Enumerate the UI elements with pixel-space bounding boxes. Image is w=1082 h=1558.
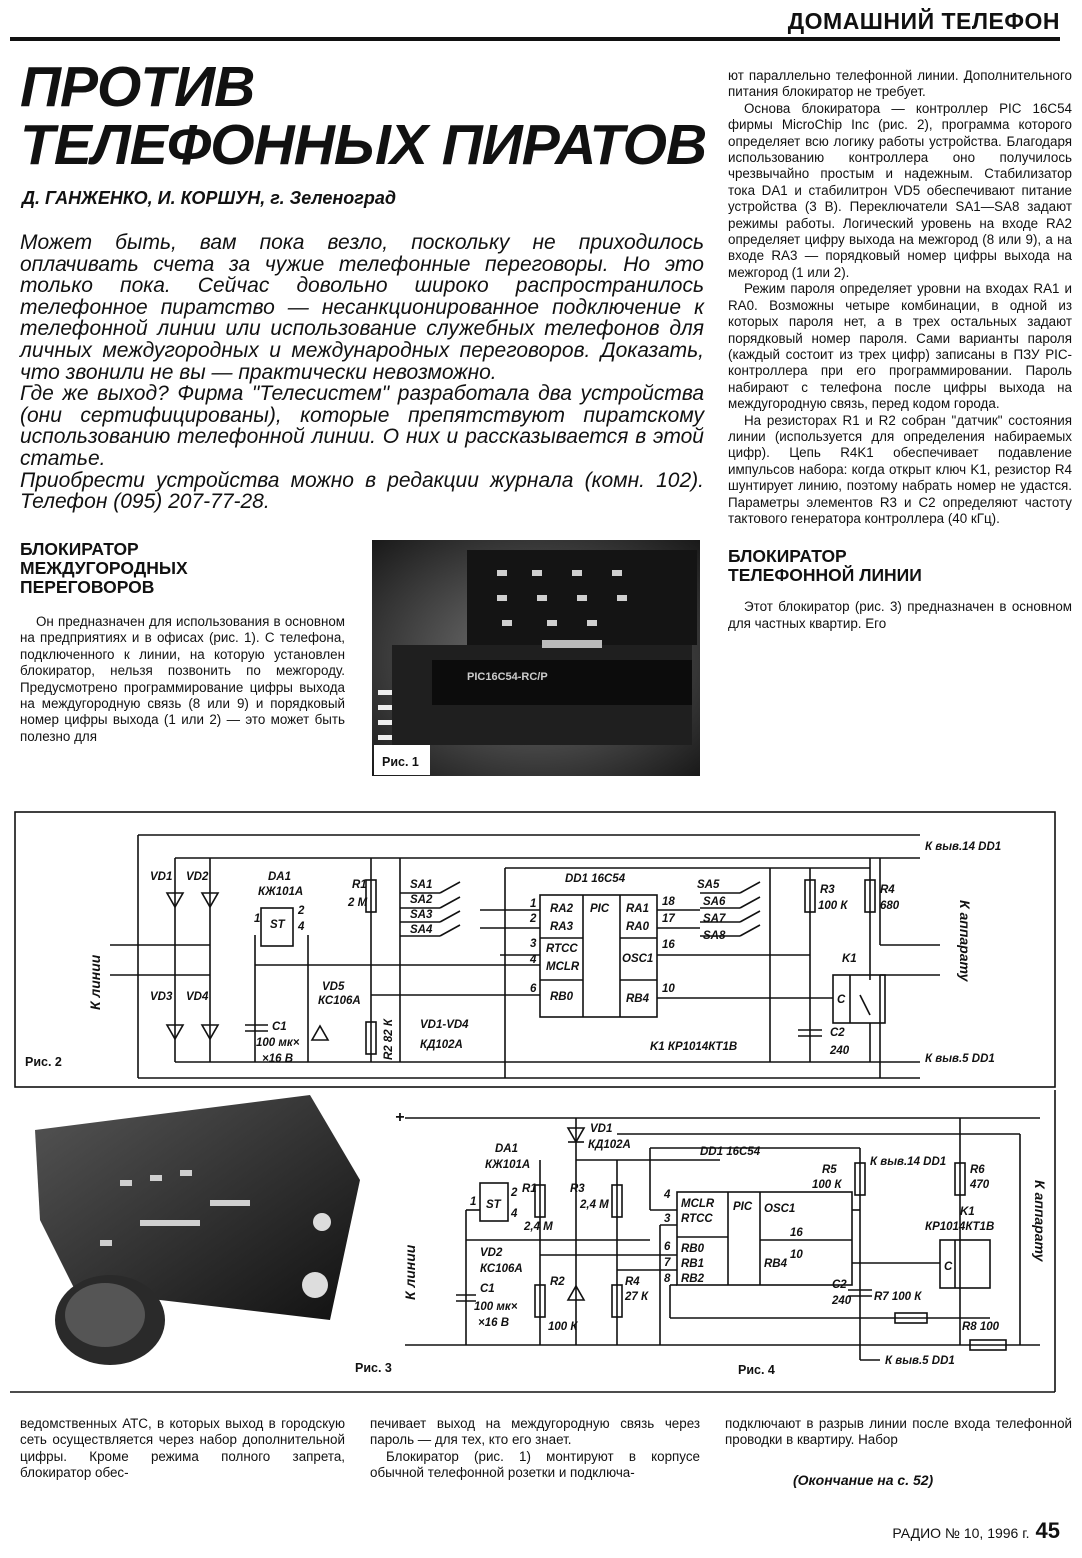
body-paragraph: Основа блокиратора — контроллер PIC 16C54 фирмы MicroChip Inc (рис. 2), программа которого определяет всю логику работы устройства. Благодаря использованию контроллера оно получилось чрезвычайно простым и надежным. Стабилизатор тока DA1 и стабилитрон VD5 обеспечивают питание устройства (3 В). Переключатели SA1—SA8 задают режимы работы. Логический уровень на входе RA2 определяет цифру выхода на межгород (8 или 9), а на входе RA3 — порядковый номер цифры выхода на межгород (1 или 2). bbox=[728, 100, 1072, 280]
label: К аппарату bbox=[957, 900, 973, 982]
pin-number: 4 bbox=[511, 1208, 518, 1220]
label: К аппарату bbox=[1032, 1180, 1048, 1262]
label: R2 bbox=[550, 1276, 565, 1288]
label: КЖ101А bbox=[485, 1159, 531, 1171]
pin-number: 7 bbox=[664, 1257, 671, 1269]
label: ST bbox=[486, 1199, 501, 1211]
continued-note: (Окончание на с. 52) bbox=[793, 1472, 934, 1488]
chip-marking: PIC16C54-RC/P bbox=[467, 671, 548, 683]
pin-number: 8 bbox=[664, 1273, 671, 1285]
label: КР1014КТ1В bbox=[925, 1221, 995, 1233]
page-footer bbox=[892, 1518, 1060, 1544]
label: K1 bbox=[960, 1206, 975, 1218]
label: К выв.14 DD1 bbox=[925, 841, 1002, 853]
label: RA3 bbox=[550, 921, 574, 933]
label: MCLR bbox=[681, 1198, 715, 1210]
pin-number: 4 bbox=[530, 954, 537, 966]
label: R1 bbox=[522, 1183, 537, 1195]
heading-line: БЛОКИРАТОР bbox=[20, 539, 139, 559]
pin-number: 18 bbox=[662, 896, 675, 908]
pin-number: 2 bbox=[530, 913, 537, 925]
figure-4-caption: Рис. 4 bbox=[738, 1363, 775, 1377]
magazine-issue: РАДИО № 10, 1996 г. bbox=[892, 1525, 1030, 1541]
heading-line: ПЕРЕГОВОРОВ bbox=[20, 577, 155, 597]
pin-number: 1 bbox=[530, 898, 537, 910]
pin-number: 4 bbox=[664, 1189, 671, 1201]
pin-number: 3 bbox=[664, 1213, 671, 1225]
label: K1 bbox=[842, 953, 857, 965]
label: VD1 bbox=[150, 871, 173, 883]
label: КС106А bbox=[318, 995, 361, 1007]
label: SA3 bbox=[410, 909, 433, 921]
label: ST bbox=[270, 919, 285, 931]
heading-line: МЕЖДУГОРОДНЫХ bbox=[20, 558, 188, 578]
label: 100 К bbox=[812, 1179, 842, 1191]
body-paragraph: Он предназначен для использования в основном на предприятиях и в офисах (рис. 1). С телефона, подключенного к линии, на которую установлен блокиратор, нельзя позвонить по межгороду. Предусмотрено программирование цифры выхода на междугородную связь (8 или 9) и порядковый номер цифры выхода (1 или 2) — это может быть полезно для bbox=[20, 614, 345, 744]
label: R3 bbox=[570, 1183, 585, 1195]
label: RB4 bbox=[626, 993, 650, 1005]
pin-number: 10 bbox=[790, 1249, 803, 1261]
label: 100 мк× bbox=[256, 1037, 300, 1049]
label: R3 bbox=[820, 884, 835, 896]
label: SA1 bbox=[410, 879, 433, 891]
pin-number: 2 bbox=[511, 1187, 518, 1199]
label: MCLR bbox=[546, 961, 580, 973]
label: DA1 bbox=[495, 1143, 519, 1155]
label: К линии bbox=[87, 954, 103, 1010]
pin-number: 16 bbox=[662, 939, 675, 951]
label: VD3 bbox=[150, 991, 173, 1003]
bottom-column-3 bbox=[725, 1416, 1072, 1449]
label: DD1 16C54 bbox=[700, 1146, 761, 1158]
body-paragraph: На резисторах R1 и R2 собран "датчик" состояния линии (используется для определения набираемых цифр). Цепь R4K1 обеспечивает подавление импульсов набора: когда открыт ключ K1, резистор R4 шунтирует линию, поэтому набрать номер не удастся. Параметры элементов R3 и C2 определяют частоту тактового генератора контроллера (40 кГц). bbox=[728, 412, 1072, 526]
label: PIC bbox=[590, 903, 610, 915]
label: R4 bbox=[880, 884, 895, 896]
label: КД102А bbox=[588, 1139, 631, 1151]
label: К выв.5 DD1 bbox=[885, 1355, 955, 1367]
label: R6 bbox=[970, 1164, 985, 1176]
label: + bbox=[395, 1109, 405, 1126]
heading-line: ТЕЛЕФОННОЙ ЛИНИИ bbox=[728, 565, 922, 586]
label: RB0 bbox=[550, 991, 574, 1003]
label: RA1 bbox=[626, 903, 650, 915]
label: RA0 bbox=[626, 921, 650, 933]
label: VD2 bbox=[186, 871, 209, 883]
label: 100 К bbox=[548, 1321, 578, 1333]
label: SA4 bbox=[410, 924, 433, 936]
label: 100 мк× bbox=[474, 1301, 518, 1313]
bottom-column-1 bbox=[20, 1416, 345, 1482]
label: R2 82 К bbox=[383, 1019, 395, 1060]
label: К линии bbox=[402, 1244, 418, 1300]
figure-3-caption: Рис. 3 bbox=[355, 1361, 392, 1375]
label: RB2 bbox=[681, 1273, 705, 1285]
body-paragraph: ведомственных АТС, в которых выход в городскую сеть осуществляется через набор дополнительной цифры. Кроме режима полного запрета, блокиратор обес- bbox=[20, 1416, 345, 1481]
article-authors: Д. ГАНЖЕНКО, И. КОРШУН, г. Зеленоград bbox=[22, 188, 397, 208]
label: 240 bbox=[832, 1295, 852, 1307]
body-paragraph: подключают в разрыв линии после входа телефонной проводки в квартиру. Набор bbox=[725, 1416, 1072, 1448]
label: RA2 bbox=[550, 903, 574, 915]
pin-number: 1 bbox=[470, 1196, 477, 1208]
label: 2,4 М bbox=[580, 1199, 609, 1211]
heading-line: БЛОКИРАТОР bbox=[728, 546, 847, 567]
label: C2 bbox=[832, 1279, 847, 1291]
figure-1-caption: Рис. 1 bbox=[382, 755, 419, 769]
label: SA5 bbox=[697, 879, 720, 891]
label: R4 bbox=[625, 1276, 640, 1288]
label: К выв.5 DD1 bbox=[925, 1053, 995, 1065]
body-paragraph: ют параллельно телефонной линии. Дополнительного питания блокиратор не требует. bbox=[728, 68, 1072, 100]
label: C1 bbox=[272, 1021, 287, 1033]
pin-number: 10 bbox=[662, 983, 675, 995]
pin-number: 17 bbox=[662, 913, 675, 925]
label: OSC1 bbox=[622, 953, 654, 965]
title-line-1: ПРОТИВ bbox=[20, 55, 255, 119]
label: 27 К bbox=[625, 1291, 649, 1303]
lead-paragraph: Приобрести устройства можно в редакции журнала (комн. 102). Телефон (095) 207-77-28. bbox=[20, 468, 704, 514]
bottom-column-2 bbox=[370, 1416, 700, 1482]
label: DD1 16C54 bbox=[565, 873, 626, 885]
label: 470 bbox=[970, 1179, 990, 1191]
label: DA1 bbox=[268, 871, 292, 883]
label: C1 bbox=[480, 1283, 495, 1295]
body-paragraph: печивает выход на междугородную связь через пароль — для тех, кто его знает. bbox=[370, 1416, 700, 1448]
pin-number: 6 bbox=[664, 1241, 671, 1253]
title-line-2: ТЕЛЕФОННЫХ ПИРАТОВ bbox=[20, 113, 707, 177]
label: R7 100 К bbox=[874, 1291, 922, 1303]
label: RTCC bbox=[546, 943, 578, 955]
label: PIC bbox=[733, 1201, 753, 1213]
label: C bbox=[837, 994, 846, 1006]
label: ×16 В bbox=[478, 1317, 510, 1329]
label: SA7 bbox=[703, 913, 726, 925]
label: VD1 bbox=[590, 1123, 613, 1135]
label: OSC1 bbox=[764, 1203, 796, 1215]
label: R5 bbox=[822, 1164, 837, 1176]
label: RB4 bbox=[764, 1258, 788, 1270]
label: SA2 bbox=[410, 894, 433, 906]
label: RTCC bbox=[681, 1213, 713, 1225]
figure-4-labels bbox=[395, 1109, 1048, 1377]
label: ×16 В bbox=[262, 1053, 294, 1065]
label: 240 bbox=[830, 1045, 850, 1057]
label: VD4 bbox=[186, 991, 209, 1003]
label: RB1 bbox=[681, 1258, 705, 1270]
pin-number: 4 bbox=[298, 921, 305, 933]
label: C2 bbox=[830, 1027, 845, 1039]
label: SA6 bbox=[703, 896, 726, 908]
label: КС106А bbox=[480, 1263, 523, 1275]
label: R1 bbox=[352, 879, 367, 891]
figure-3-photo bbox=[35, 1095, 392, 1375]
body-paragraph: Режим пароля определяет уровни на входах RA1 и RA0. Возможны четыре комбинации, в одной из которых пароля нет, а в трех остальных задают порядковый номер пароля. Сами варианты пароля (каждый состоит из трех цифр) записаны в ПЗУ PIC-контроллера при его программировании. Пароль набирают с телефона после цифры выхода на междугородную связь, перед кодом города. bbox=[728, 281, 1072, 412]
label: VD2 bbox=[480, 1247, 503, 1259]
label: КЖ101А bbox=[258, 886, 304, 898]
label: 2,4 М bbox=[524, 1221, 553, 1233]
lead-paragraph: Может быть, вам пока везло, поскольку не приходилось оплачивать счета за чужие телефонные переговоры. Но это только пока. Сейчас довольно широко распространилось телефонное пиратство — несанкционированное подключение к телефонной линии или использование служебных телефонов для личных междугородных и международных переговоров. Доказать, что звонили не вы — практически невозможно. bbox=[20, 231, 704, 384]
pin-number: 16 bbox=[790, 1227, 803, 1239]
pin-number: 1 bbox=[254, 913, 261, 925]
label: 680 bbox=[880, 900, 900, 912]
body-paragraph: Блокиратор (рис. 1) монтируют в корпусе обычной телефонной розетки и подключа- bbox=[370, 1448, 700, 1481]
label: VD1-VD4 bbox=[420, 1019, 469, 1031]
label: SA8 bbox=[703, 930, 726, 942]
pin-number: 2 bbox=[298, 905, 305, 917]
label: RB0 bbox=[681, 1243, 705, 1255]
pin-number: 6 bbox=[530, 983, 537, 995]
label: VD5 bbox=[322, 981, 345, 993]
label: C bbox=[944, 1261, 953, 1273]
label: K1 КР1014КТ1В bbox=[650, 1041, 738, 1053]
label: 2 М bbox=[348, 897, 368, 909]
pin-number: 3 bbox=[530, 938, 537, 950]
section-header: ДОМАШНИЙ ТЕЛЕФОН bbox=[787, 8, 1060, 34]
figure-2-caption: Рис. 2 bbox=[25, 1055, 62, 1069]
label: КД102А bbox=[420, 1039, 463, 1051]
body-paragraph: Этот блокиратор (рис. 3) предназначен в основном для частных квартир. Его bbox=[728, 599, 1072, 631]
label: R8 100 bbox=[962, 1321, 1000, 1333]
page-number: 45 bbox=[1035, 1518, 1060, 1543]
label: К выв.14 DD1 bbox=[870, 1156, 947, 1168]
label: 100 К bbox=[818, 900, 848, 912]
lead-paragraph: Где же выход? Фирма "Телесистем" разработала два устройства (они сертифицированы), которые препятствуют пиратскому использованию телефонной линии. О них и рассказывается в этой статье. bbox=[20, 382, 704, 470]
